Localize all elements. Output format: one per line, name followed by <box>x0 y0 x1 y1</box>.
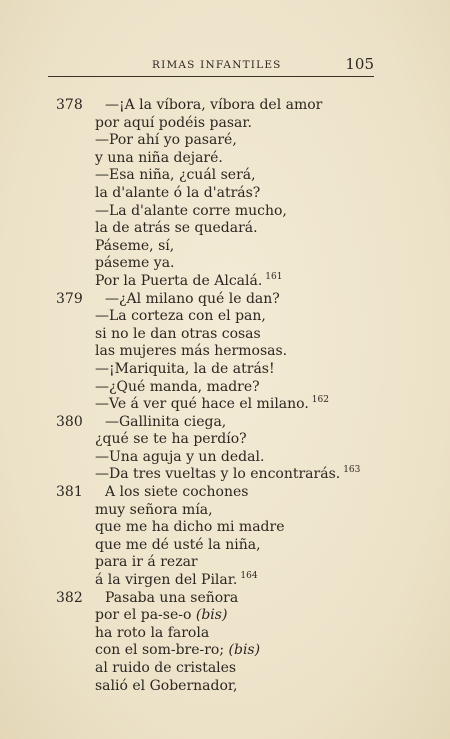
poem-line <box>0 273 450 291</box>
poem-line <box>0 537 450 555</box>
verse-text <box>95 273 282 291</box>
verse-text <box>95 642 260 660</box>
verse-line-text: —¡A la víbora, víbora del amor <box>105 97 323 113</box>
verse-line-text: —Ve á ver qué hace el milano. <box>95 396 309 413</box>
poem-line <box>0 625 450 643</box>
verse-text <box>95 308 266 326</box>
verse-line-text: muy señora mía, <box>95 501 213 518</box>
poem-line <box>0 115 450 133</box>
poem-number: 379 <box>56 290 83 307</box>
footnote-reference[interactable]: 163 <box>343 465 361 476</box>
verse-text <box>95 255 175 273</box>
verse-line-text: —¿Al milano qué le dan? <box>105 290 280 307</box>
poem-line <box>0 414 450 432</box>
verse-line-text: para ir á rezar <box>95 554 198 571</box>
poem-number: 378 <box>56 97 83 113</box>
verse-text <box>95 379 260 397</box>
verse-line-text: A los siete cochones <box>105 484 249 501</box>
poem-line <box>0 572 450 590</box>
poem-line <box>0 484 450 502</box>
verse-text <box>95 572 258 590</box>
poem-line <box>0 255 450 273</box>
verse-text <box>95 449 264 467</box>
poem-line <box>0 343 450 361</box>
poem-number: 381 <box>56 484 83 501</box>
poem-line <box>0 150 450 168</box>
poem-line <box>0 185 450 203</box>
poem-line <box>0 379 450 397</box>
verse-line-text: por aquí podéis pasar. <box>95 114 252 131</box>
verse-text <box>95 238 174 256</box>
verse-text <box>95 431 247 449</box>
verse-text <box>95 519 284 537</box>
footnote-reference[interactable]: 162 <box>311 395 329 406</box>
verse-line-text: si no le dan otras cosas <box>95 325 261 342</box>
poem-line <box>0 466 450 484</box>
poem-line <box>0 308 450 326</box>
verse-text <box>95 167 256 185</box>
verse-text <box>95 361 275 379</box>
verse-text <box>105 291 280 309</box>
page-number: 105 <box>345 55 374 73</box>
repeat-marker: (bis) <box>195 607 228 624</box>
verse-text <box>105 414 226 432</box>
verse-line-text: á la virgen del Pilar. <box>95 572 238 589</box>
poem-line <box>0 554 450 572</box>
verse-text <box>95 502 213 520</box>
verse-line-text: las mujeres más hermosas. <box>95 343 288 360</box>
verse-text <box>95 660 236 678</box>
verse-text <box>95 466 360 484</box>
verse-line-text: —La d'alante corre mucho, <box>95 202 287 219</box>
verse-line-text: que me dé usté la niña, <box>95 536 261 553</box>
verse-line-text: la d'alante ó la d'atrás? <box>95 184 261 201</box>
verse-line-text: salió el Gobernador, <box>95 677 238 694</box>
verse-line-text: —¡Mariquita, la de atrás! <box>95 360 275 377</box>
poem-number: 380 <box>56 413 83 430</box>
poem-line <box>0 326 450 344</box>
verse-text <box>95 220 258 238</box>
poem-line <box>0 361 450 379</box>
verse-line-text: —Una aguja y un dedal. <box>95 448 265 465</box>
repeat-marker: (bis) <box>228 642 261 659</box>
poem-line <box>0 97 450 115</box>
verse-line-text: —¿Qué manda, madre? <box>95 378 260 395</box>
verse-line-text: que me ha dicho mi madre <box>95 519 285 536</box>
poem-line <box>0 519 450 537</box>
running-head: RIMAS INFANTILES <box>152 59 282 71</box>
verse-text <box>95 326 261 344</box>
verse-text <box>95 185 260 203</box>
verse-line-text: —Por ahí yo pasaré, <box>95 132 237 149</box>
poem-line <box>0 220 450 238</box>
verse-text <box>95 132 237 150</box>
verse-text <box>95 537 261 555</box>
poem-line <box>0 449 450 467</box>
verse-line-text: la de atrás se quedará. <box>95 220 258 237</box>
poem-line <box>0 642 450 660</box>
verse-line-text: páseme ya. <box>95 255 175 272</box>
poem-number: 382 <box>56 589 83 606</box>
poem-line <box>0 132 450 150</box>
footnote-reference[interactable]: 161 <box>265 271 283 282</box>
poem-line <box>0 607 450 625</box>
poem-line <box>0 678 450 696</box>
poem-line <box>0 291 450 309</box>
verse-text <box>95 607 227 625</box>
poem-line <box>0 660 450 678</box>
poem-line <box>0 203 450 221</box>
verse-text <box>95 554 198 572</box>
poem-line <box>0 502 450 520</box>
poem-line <box>0 167 450 185</box>
poem-list <box>0 97 450 695</box>
verse-text <box>95 150 223 168</box>
poem-line <box>0 396 450 414</box>
verse-line-text: Pasaba una señora <box>105 589 239 606</box>
poem-line <box>0 590 450 608</box>
verse-line-text: ha roto la farola <box>95 624 210 641</box>
verse-line-text: Por la Puerta de Alcalá. <box>95 272 263 289</box>
verse-line-text: Páseme, sí, <box>95 237 175 254</box>
verse-line-text: —Da tres vueltas y lo encontrarás. <box>95 466 341 483</box>
poem-line <box>0 431 450 449</box>
verse-text <box>95 396 329 414</box>
verse-text <box>105 590 238 608</box>
verse-line-text: al ruido de cristales <box>95 660 237 676</box>
verse-line-text: con el som-bre-ro; <box>95 642 225 659</box>
verse-text <box>95 203 287 221</box>
verse-line-text: ¿qué se te ha perdío? <box>95 431 247 448</box>
verse-line-text: —Gallinita ciega, <box>105 413 227 430</box>
verse-line-text: y una niña dejaré. <box>95 149 223 166</box>
verse-text <box>95 625 209 643</box>
verse-line-text: —La corteza con el pan, <box>95 308 266 325</box>
verse-text <box>105 97 322 115</box>
poem-line <box>0 238 450 256</box>
header-rule <box>48 76 374 77</box>
verse-text <box>95 343 287 361</box>
verse-text <box>105 484 248 502</box>
verse-line-text: por el pa-se-o <box>95 607 192 624</box>
verse-text <box>95 678 238 696</box>
verse-text <box>95 115 252 133</box>
footnote-reference[interactable]: 164 <box>240 571 258 582</box>
page-header <box>48 55 374 75</box>
verse-line-text: —Esa niña, ¿cuál será, <box>95 167 256 184</box>
